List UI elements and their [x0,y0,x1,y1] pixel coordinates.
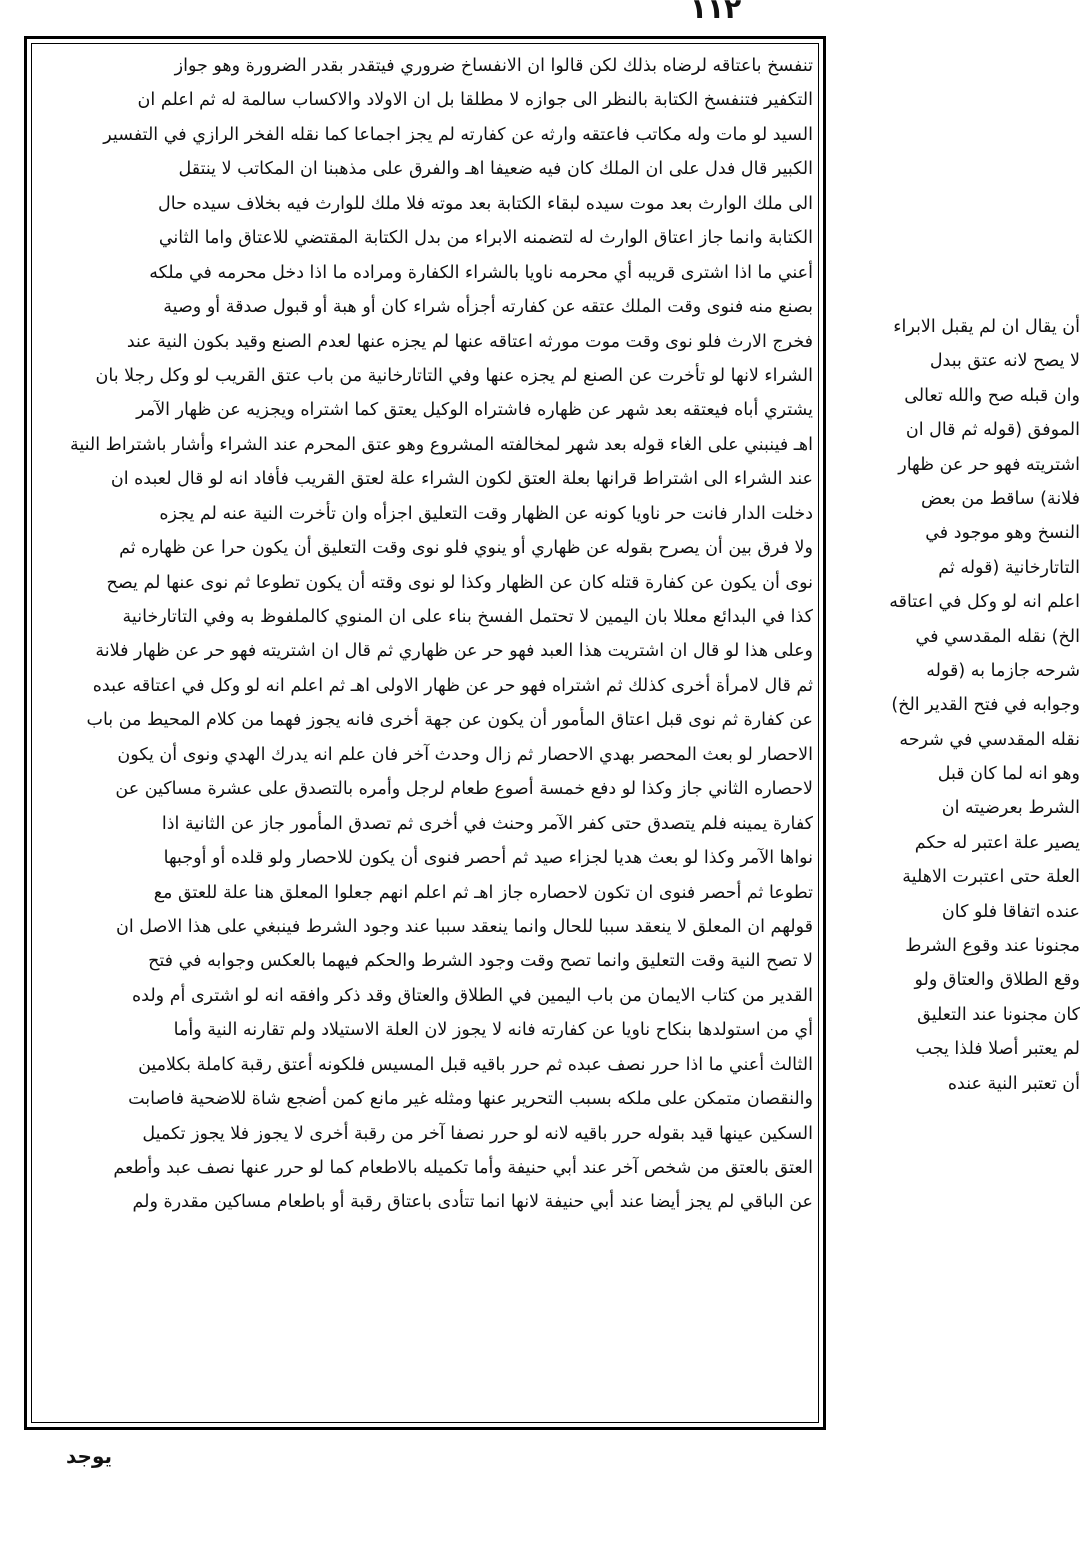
main-text-line: الثالث أعني ما اذا حرر نصف عبده ثم حرر باقيه قبل المسيس فلكونه أعتق رقبة كاملة بكلامين [138,1054,813,1075]
main-text-line: العتق بالعتق من شخص آخر عند أبي حنيفة وأما تكميله بالاطعام كما لو حرر عنها نصف عبد وأطعم [113,1158,813,1178]
main-text-line: لا تصح النية وقت التعليق وانما تصح وقت وجود الشرط والحكم فيهما بالعكس وجوابه في فتح [148,951,813,972]
catchword: يوجد [66,1444,113,1468]
main-text-line: عند الشراء الى اشتراط قرانها بعلة العتق لكون الشراء علة لعتق القريب فأفاد انه لو قال لعبده ان [110,469,813,490]
margin-text-line: يصير علة اعتبر له حكم [914,832,1080,853]
main-text-line: دخلت الدار فانت حر ناويا كونه عن الظهار وقت التعليق اجزأه وان تأخرت النية عنه لم يجزه [159,503,813,524]
main-text-line: تنفسخ باعتاقه لرضاه بذلك لكن قالوا ان الانفساخ ضروري فيتقدر بقدر الضرورة وهو جواز [174,56,813,76]
margin-text-line: لا يصح لانه عتق ببدل [929,351,1080,372]
margin-text-line: اعلم انه لو وكل في اعتاقه [889,592,1080,613]
main-text-line: نوى أن يكون عن كفارة قتله كان عن الظهار وكذا لو نوى وقته أن يكون تطوعا ثم نوى عنها لم يصح [106,572,813,593]
main-text-line: والنقصان متمكن على ملكه بسبب التحرير عنها ومثله غير مانع كمن أضجع شاة للاضحية فاصابت [128,1089,813,1110]
margin-text-line: وان قبله صح والله تعالى [904,385,1080,406]
main-text-line: كذا في البدائع معللا بان اليمين لا تحتمل الفسخ بناء على ان المنوي كالملفوظ به وفي التاتارخانية [122,607,813,627]
margin-text-line: مجنونا عند وقوع الشرط [905,936,1080,957]
margin-text-line: أن يقال ان لم يقبل الابراء [893,317,1080,337]
main-text-line: فخرج الارث فلو نوى وقت موت مورثه اعتاقه عنها لم يجزه عنها لعدم الصنع وقيد بكون النية عند [126,331,813,352]
margin-text-line: عنده اتفاقا فلو كان [941,901,1080,922]
main-text-line: لاحصاره الثاني جاز وكذا لو دفع خمسة أصوع طعام لرجل وأمره بالتصدق على عشرة مساكين عن [115,779,813,800]
margin-text-line: وقع الطلاق والعتاق ولو [914,970,1080,991]
main-text-line: وعلى هذا لو قال ان اشتريت هذا العبد فهو حر عن ظهاري ثم قال ان اشتريته فهو حر عن ظهار فلانة [95,641,813,662]
main-text-line: نواها الآمر وكذا لو بعث هديا لجزاء صيد ثم أحصر فنوى أن يكون للاحصار ولو قلده أو أوجبها [163,848,813,869]
main-text-line: ولا فرق بين أن يصرح بقوله عن ظهاري أو ينوي فلو نوى وقت التعليق أن يكون حرا عن ظهاره ثم [119,538,813,559]
main-text-line: الاحصار لو بعث المحصر بهدي الاحصار ثم زال وحدث آخر فان علم انه يدرك الهدي ونوى أن يكون [117,744,813,765]
margin-text-line: فلانة) ساقط من بعض [921,488,1080,509]
main-text-line: السيد لو مات وله مكاتب فاعتقه وارثه عن كفارته لم يجز اجماعا كما نقله الفخر الرازي في التفسير [103,124,813,145]
margin-text-line: الشرط بعرضيته ان [941,798,1080,819]
main-text-block [39,49,813,1220]
main-text-line: القدير من كتاب الايمان من باب اليمين في الطلاق والعتاق وقد ذكر وافقه انه لو اشترى أم ولده [132,985,813,1006]
margin-text-line: النسخ وهو موجود في [925,523,1080,544]
main-text-line: بصنع منه فنوى وقت الملك عتقه عن كفارته أجزأه شراء كان أو هبة أو قبول صدقة أو وصية [163,297,813,318]
main-text-line: الشراء لانها لو تأخرت عن الصنع لم يجزه عنها وفي التاتارخانية من باب عتق القريب لو وكل رجلا بان [95,365,813,386]
margin-text-line: شرحه جازما به (قوله [926,660,1080,681]
main-text-line: قولهم ان المعلق لا ينعقد سببا للحال وانما ينعقد سببا عند وجود الشرط فينبغي على هذا الاصل ان [116,916,813,937]
main-text-line: عن كفارة ثم نوى قبل اعتاق المأمور أن يكون عن جهة أخرى فانه يجوز فهما من كلام المحيط من باب [86,710,813,731]
margin-text-line: نقله المقدسي في شرحه [899,729,1080,750]
main-text-frame [24,36,826,1430]
margin-text-line: الموفق (قوله ثم قال ان [905,420,1080,441]
main-text-line: اهـ فينبني على الغاء قوله بعد شهر لمخالفته المشروع وهو عتق المحرم عند الشراء وأشار باشتراط النية [69,434,813,455]
main-text-line: التكفير فتنفسخ الكتابة بالنظر الى جوازه لا مطلقا بل ان الاولاد والاكساب سالمة له ثم اعلم ان [137,90,813,111]
main-text-line: عن الباقي لم يجز أيضا عند أبي حنيفة لانها انما تتأدى باعتاق رقبة أو باطعام مساكين مقدرة ولم [132,1192,813,1213]
margin-text-line: كان مجنونا عند التعليق [917,1004,1080,1025]
margin-text-line: الخ) نقله المقدسي في [915,626,1080,647]
margin-text-line: وهو انه لما كان قبل [937,764,1080,785]
main-text-line: الكتابة وانما جاز اعتاق الوارث له لتضمنه الابراء من بدل الكتابة المقتضي للاعتاق واما الثاني [158,228,813,249]
margin-text-line: وجوابه في فتح القدير الخ) [891,695,1080,716]
margin-text-line: أن تعتبر النية عنده [947,1073,1080,1094]
margin-text-line: التاتارخانية (قوله ثم [938,557,1080,578]
main-text-line: يشتري أباه فيعتقه بعد شهر عن ظهاره فاشتراه الوكيل يعتق كما اشتراه ويجزيه عن ظهار الآمر [136,400,813,421]
main-text-line: السكين عينها قيد بقوله حرر باقيه لانه لو حرر نصفا آخر من رقبة أخرى لا يجوز فلا يجوز تكميل [142,1123,813,1144]
margin-text-line: العلة حتى اعتبرت الاهلية [902,867,1080,888]
main-text-line: كفارة يمينه فلم يتصدق حتى كفر الآمر وحنث في أخرى ثم تصدق المأمور جاز عن الثانية اذا [161,813,813,834]
main-text-line: ثم قال لامرأة أخرى كذلك ثم اشتراه فهو حر عن ظهار الاولى اهـ ثم اعلم انه لو وكل في اعتاقه عبده [92,675,813,696]
main-text-line: أعني ما اذا اشترى قريبه أي محرمه ناويا بالشراء الكفارة ومراده ما اذا دخل محرمه في ملكه [149,262,813,283]
main-text-line: الكبير قال فدل على ان الملك كان فيه ضعيفا اهـ والفرق على مذهبنا ان المكاتب لا ينتقل [178,159,813,180]
page-number: ١١٢ [690,0,742,25]
main-text-line: تطوعا ثم أحصر فنوى ان تكون لاحصاره جاز اهـ ثم اعلم انهم جعلوا المعلق هنا علة للعتق مع [153,882,813,903]
main-text-line: أي من استولدها بنكاح ناويا عن كفارته فانه لا يجوز لان العلة الاستيلاد ولم تقارنه النية وأما [173,1020,813,1041]
main-text-line: الى ملك الوارث بعد موت سيده لبقاء الكتابة بعد موته فلا ملك للوارث فيه بخلاف سيده حال [158,193,813,214]
margin-text-line: اشتريته فهو حر عن ظهار [898,454,1080,475]
margin-commentary [836,310,1080,1101]
margin-text-line: لم يعتبر أصلا فلذا يجب [915,1039,1080,1060]
